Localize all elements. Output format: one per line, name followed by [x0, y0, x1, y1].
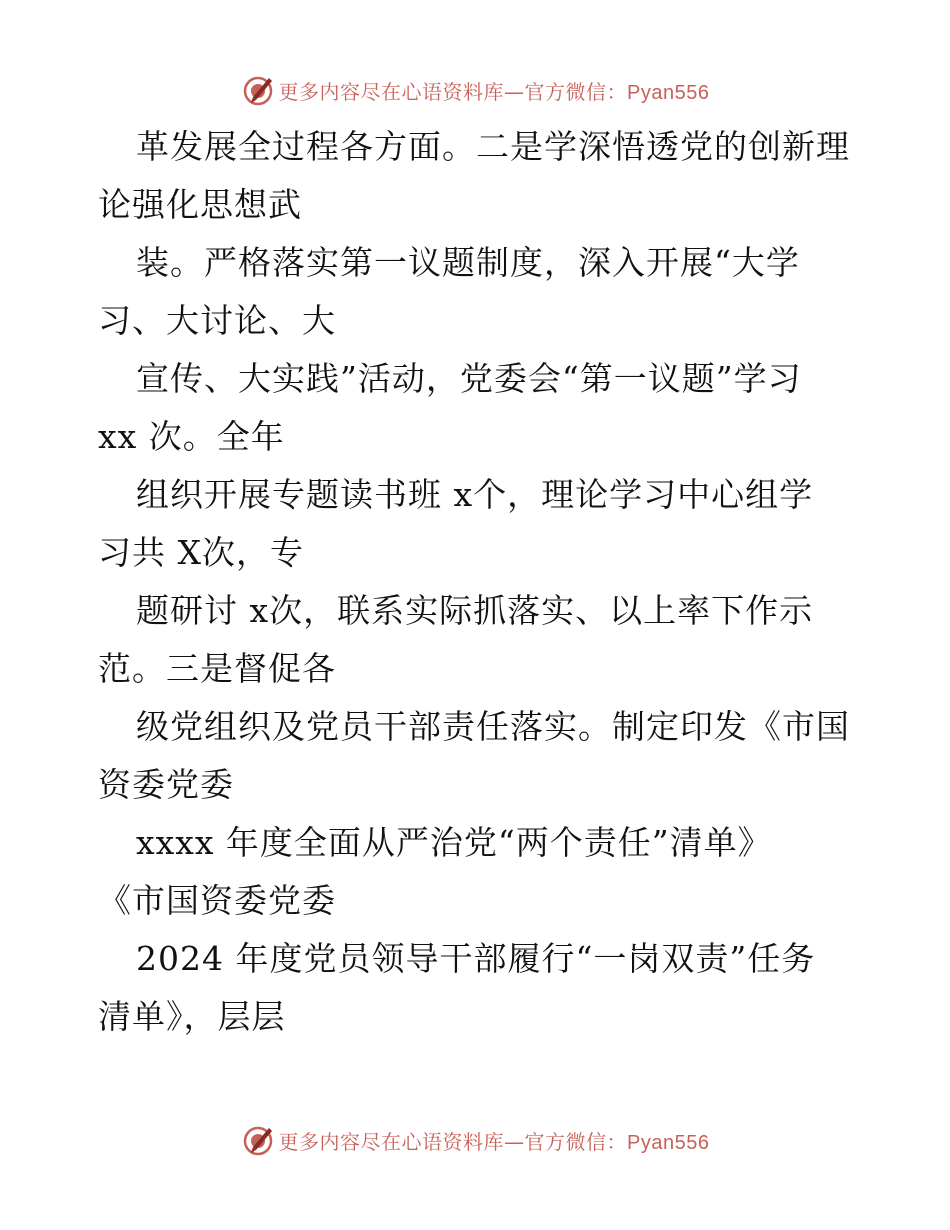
header-watermark	[0, 70, 950, 110]
watermark-label: 官方微信：	[524, 79, 628, 104]
text-line: 《市国资委党委	[98, 881, 336, 920]
text-line: 2024 年度党员领导干部履行“一岗双责”任务	[136, 939, 816, 978]
pen-logo-icon	[241, 1123, 275, 1157]
text-line: 革发展全过程各方面。二是学深悟透党的创新理	[136, 127, 850, 166]
text-line: 范。三是督促各	[98, 649, 336, 688]
text-line: 习、大讨论、大	[98, 301, 336, 340]
pen-logo-icon	[241, 73, 275, 107]
text-line: 题研讨 x次，联系实际抓落实、以上率下作示	[136, 591, 814, 630]
watermark-text	[279, 76, 710, 105]
watermark-text	[279, 1126, 710, 1155]
footer-watermark	[0, 1120, 950, 1160]
watermark-handle: Pyan556	[627, 81, 710, 104]
text-line: xx 次。全年	[98, 417, 285, 456]
watermark-handle: Pyan556	[627, 1131, 710, 1154]
text-line: 资委党委	[98, 765, 234, 804]
text-line: 论强化思想武	[98, 185, 302, 224]
text-line: 清单》，层层	[98, 997, 286, 1036]
text-line: 宣传、大实践”活动，党委会“第一议题”学习	[136, 359, 802, 398]
watermark-site: 更多内容尽在心语资料库	[278, 1129, 505, 1154]
watermark-label: 官方微信：	[524, 1129, 628, 1154]
text-line: 装。严格落实第一议题制度，深入开展“大学	[136, 243, 800, 282]
text-line: xxxx 年度全面从严治党“两个责任”清单》	[136, 823, 772, 862]
watermark-dash: —	[504, 79, 525, 104]
text-line: 级党组织及党员干部责任落实。制定印发《市国	[136, 707, 850, 746]
document-body	[98, 118, 858, 1046]
text-line: 组织开展专题读书班 x个，理论学习中心组学	[136, 475, 814, 514]
watermark-site: 更多内容尽在心语资料库	[278, 79, 505, 104]
watermark-dash: —	[504, 1129, 525, 1154]
text-line: 习共 X次，专	[98, 533, 304, 572]
